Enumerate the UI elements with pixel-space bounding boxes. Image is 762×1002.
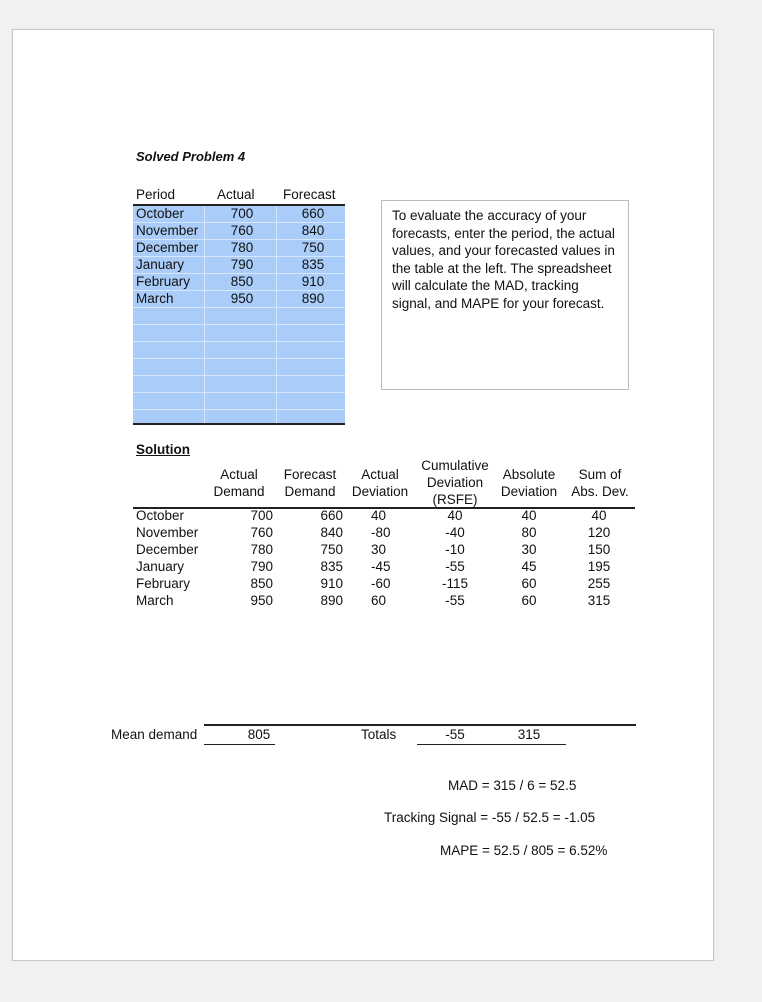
sol-sum-5: 255 bbox=[587, 576, 611, 591]
sol-period-4: January bbox=[136, 559, 185, 574]
sol-cum-6: -55 bbox=[445, 593, 465, 608]
sol-period-3: December bbox=[136, 542, 199, 557]
instructions-box: To evaluate the accuracy of your forecasts, enter the period, the actual values, and your forecasted values in the table at the left. The spreadsheet will calculate the MAD, tracking signal, and MAPE for your forecast. bbox=[381, 200, 629, 390]
sol-actual-1: 700 bbox=[250, 508, 273, 523]
sol-forecast-3: 750 bbox=[320, 542, 343, 557]
sol-actual-6: 950 bbox=[250, 593, 273, 608]
mean-underline bbox=[204, 744, 275, 745]
header-actual: Actual bbox=[217, 187, 255, 202]
totals-underline bbox=[417, 744, 566, 745]
sol-forecast-6: 890 bbox=[320, 593, 343, 608]
sol-sum-3: 150 bbox=[587, 542, 611, 557]
sol-period-1: October bbox=[136, 508, 185, 523]
input-actual-6[interactable]: 950 bbox=[230, 291, 254, 306]
sol-sum-2: 120 bbox=[587, 525, 611, 540]
sol-actual-2: 760 bbox=[250, 525, 273, 540]
sol-forecast-5: 910 bbox=[320, 576, 343, 591]
input-actual-2[interactable]: 760 bbox=[230, 223, 254, 238]
sol-cum-3: -10 bbox=[445, 542, 465, 557]
col-header-actual-demand: Actual Demand bbox=[213, 467, 265, 499]
input-actual-1[interactable]: 700 bbox=[230, 206, 254, 221]
sol-abs-2: 80 bbox=[521, 525, 537, 540]
input-period-5[interactable]: February bbox=[136, 274, 191, 289]
input-actual-5[interactable]: 850 bbox=[230, 274, 254, 289]
input-forecast-2[interactable]: 840 bbox=[301, 223, 325, 238]
input-forecast-4[interactable]: 835 bbox=[301, 257, 325, 272]
sol-dev-6: 60 bbox=[371, 593, 387, 608]
problem-title: Solved Problem 4 bbox=[136, 149, 246, 164]
sol-cum-5: -115 bbox=[441, 576, 469, 591]
col-header-actual-deviation: Actual Deviation bbox=[351, 467, 409, 499]
sol-abs-4: 45 bbox=[521, 559, 537, 574]
sol-period-5: February bbox=[136, 576, 191, 591]
input-period-4[interactable]: January bbox=[136, 257, 185, 272]
sol-dev-3: 30 bbox=[371, 542, 387, 557]
sol-dev-4: -45 bbox=[371, 559, 391, 574]
sol-actual-4: 790 bbox=[250, 559, 273, 574]
header-period: Period bbox=[136, 187, 176, 202]
sol-forecast-2: 840 bbox=[320, 525, 343, 540]
input-forecast-3[interactable]: 750 bbox=[301, 240, 325, 255]
col-header-sum-abs: Sum of Abs. Dev. bbox=[571, 467, 629, 499]
input-period-2[interactable]: November bbox=[136, 223, 199, 238]
sol-abs-6: 60 bbox=[521, 593, 537, 608]
mean-demand-value: 805 bbox=[247, 727, 271, 742]
sol-abs-3: 30 bbox=[521, 542, 537, 557]
sol-cum-4: -55 bbox=[445, 559, 465, 574]
input-bottom-rule bbox=[133, 423, 345, 425]
sol-period-2: November bbox=[136, 525, 199, 540]
header-forecast: Forecast bbox=[283, 187, 336, 202]
input-forecast-5[interactable]: 910 bbox=[301, 274, 325, 289]
input-actual-4[interactable]: 790 bbox=[230, 257, 254, 272]
input-forecast-1[interactable]: 660 bbox=[301, 206, 325, 221]
sol-forecast-4: 835 bbox=[320, 559, 343, 574]
solution-heading: Solution bbox=[136, 442, 190, 457]
sol-dev-1: 40 bbox=[371, 508, 387, 523]
mape-result: MAPE = 52.5 / 805 = 6.52% bbox=[440, 843, 608, 858]
col-header-forecast-demand: Forecast Demand bbox=[283, 467, 337, 499]
totals-top-rule bbox=[204, 724, 636, 726]
sol-abs-1: 40 bbox=[521, 508, 537, 523]
sol-dev-2: -80 bbox=[371, 525, 391, 540]
sol-abs-5: 60 bbox=[521, 576, 537, 591]
input-forecast-6[interactable]: 890 bbox=[301, 291, 325, 306]
sol-actual-5: 850 bbox=[250, 576, 273, 591]
sol-sum-6: 315 bbox=[587, 593, 611, 608]
spreadsheet-page bbox=[12, 29, 714, 961]
totals-cumulative: -55 bbox=[445, 727, 465, 742]
col-header-cumulative: Cumulative Deviation (RSFE) bbox=[421, 458, 489, 507]
input-period-1[interactable]: October bbox=[136, 206, 185, 221]
sol-sum-1: 40 bbox=[591, 508, 607, 523]
sol-dev-5: -60 bbox=[371, 576, 391, 591]
col-header-absolute: Absolute Deviation bbox=[500, 467, 558, 499]
sol-cum-2: -40 bbox=[445, 525, 465, 540]
mad-result: MAD = 315 / 6 = 52.5 bbox=[448, 778, 577, 793]
input-period-3[interactable]: December bbox=[136, 240, 199, 255]
sol-forecast-1: 660 bbox=[320, 508, 343, 523]
tracking-signal-result: Tracking Signal = -55 / 52.5 = -1.05 bbox=[384, 810, 596, 825]
sol-period-6: March bbox=[136, 593, 174, 608]
input-period-6[interactable]: March bbox=[136, 291, 174, 306]
sol-sum-4: 195 bbox=[587, 559, 611, 574]
sol-cum-1: 40 bbox=[447, 508, 463, 523]
totals-label: Totals bbox=[361, 727, 397, 742]
mean-demand-label: Mean demand bbox=[111, 727, 198, 742]
sol-actual-3: 780 bbox=[250, 542, 273, 557]
totals-absolute: 315 bbox=[517, 727, 541, 742]
input-actual-3[interactable]: 780 bbox=[230, 240, 254, 255]
